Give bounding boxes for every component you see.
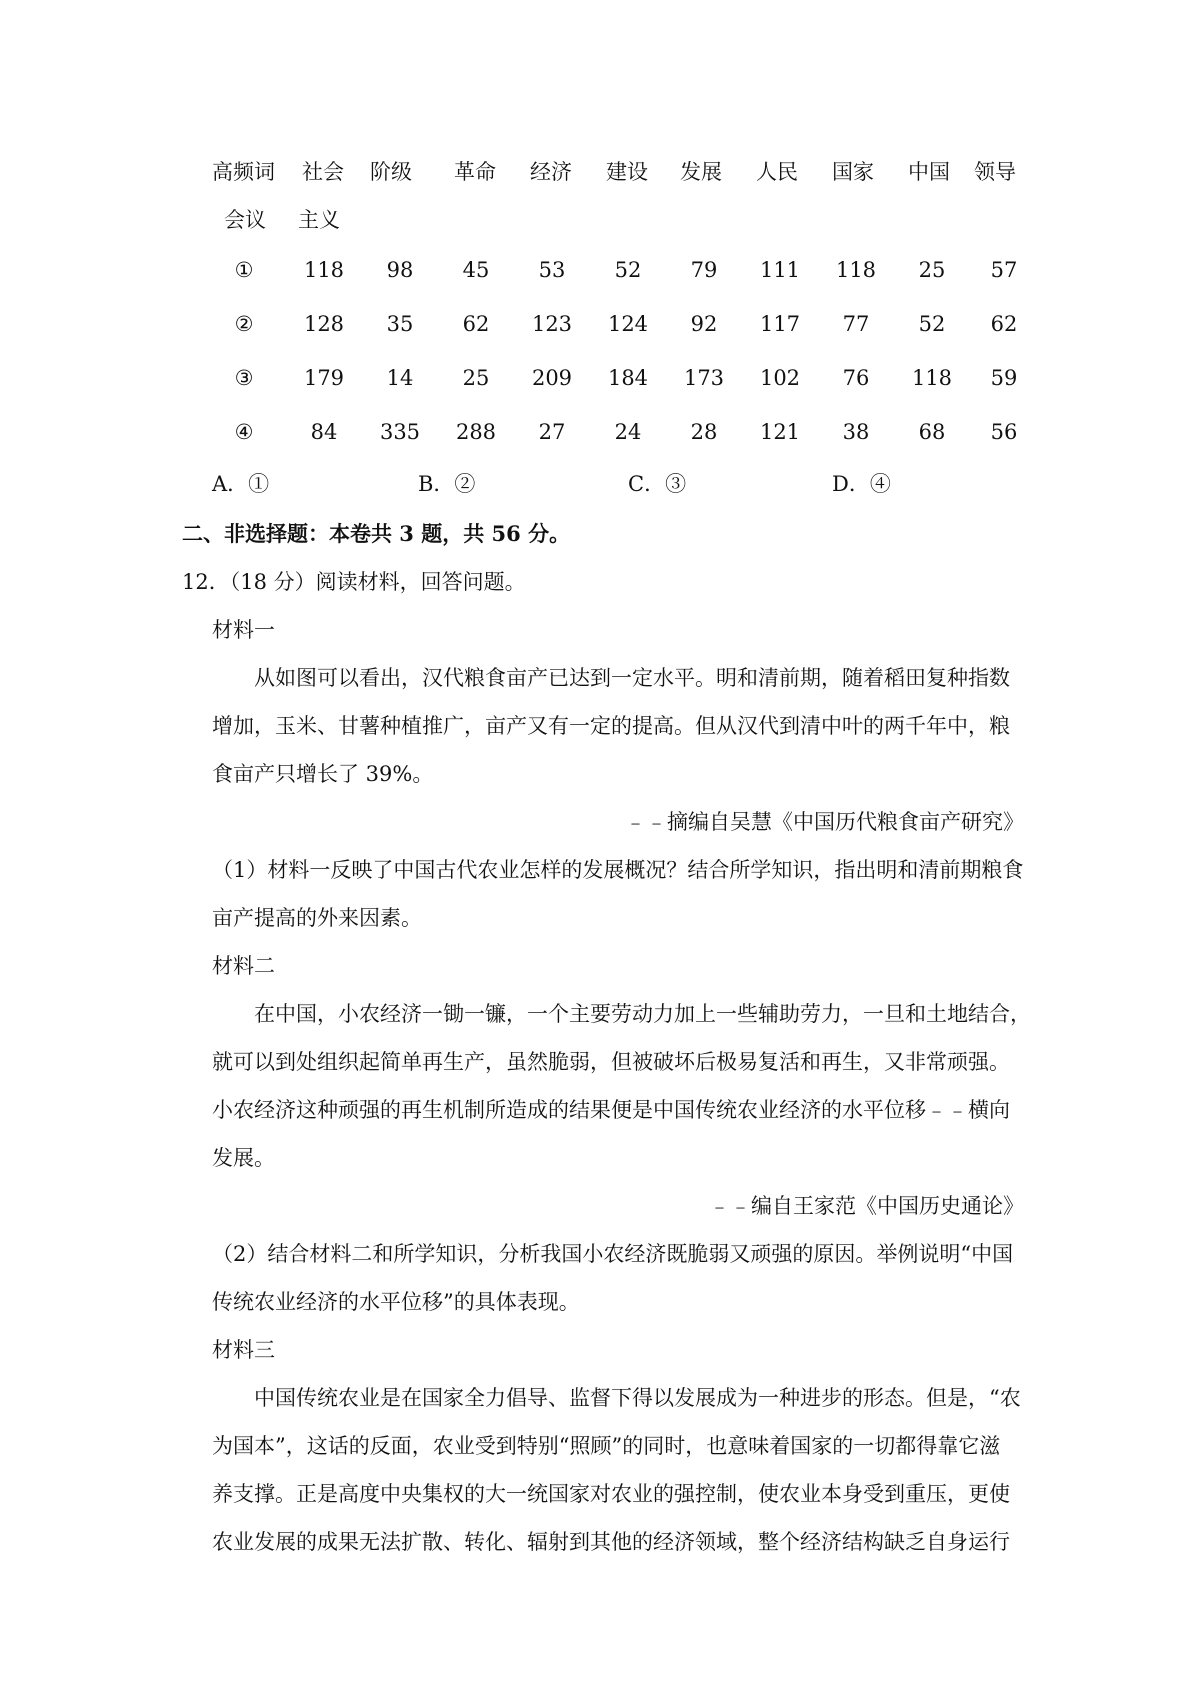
option-c[interactable]: C．③ [628,472,687,496]
table-header-cell: 国家 [832,160,874,184]
table-row-label: ② [234,312,254,336]
option-d[interactable]: D．④ [832,472,891,496]
table-cell: 118 [835,258,877,282]
table-cell: 35 [386,312,414,336]
table-cell: 56 [990,420,1018,444]
table-header-cell: 主义 [298,208,340,232]
table-cell: 118 [303,258,345,282]
table-cell: 335 [379,420,421,444]
table-cell: 27 [538,420,566,444]
table-cell: 111 [759,258,801,282]
material3-line: 为国本”，这话的反面，农业受到特别“照顾”的同时，也意味着国家的一切都得靠它滋 [212,1434,1001,1458]
table-cell: 209 [531,366,573,390]
section-title: 二、非选择题：本卷共 3 题，共 56 分。 [182,521,571,546]
table-cell: 184 [607,366,649,390]
table-cell: 179 [303,366,345,390]
table-cell: 28 [690,420,718,444]
table-cell: 118 [911,366,953,390]
table-cell: 25 [918,258,946,282]
table-cell: 84 [310,420,338,444]
material1-source: ﹣﹣摘编自吴慧《中国历代粮食亩产研究》 [625,810,1024,834]
subquestion-2-line: 传统农业经济的水平位移”的具体表现。 [212,1290,580,1314]
material3-line: 农业发展的成果无法扩散、转化、辐射到其他的经济领域，整个经济结构缺乏自身运行 [212,1530,1010,1554]
subquestion-1-line: （1）材料一反映了中国古代农业怎样的发展概况？结合所学知识，指出明和清前期粮食 [212,858,1024,882]
table-cell: 92 [690,312,718,336]
table-cell: 57 [990,258,1018,282]
table-header-cell: 经济 [530,160,572,184]
material1-line: 食亩产只增长了 39%。 [212,762,434,786]
subquestion-1-line: 亩产提高的外来因素。 [212,906,422,930]
table-header-cell: 领导 [974,160,1016,184]
material3-line: 中国传统农业是在国家全力倡导、监督下得以发展成为一种进步的形态。但是，“农 [254,1386,1021,1410]
material1-line: 从如图可以看出，汉代粮食亩产已达到一定水平。明和清前期，随着稻田复种指数 [254,666,1010,690]
table-header-cell: 建设 [606,160,648,184]
material2-line: 在中国，小农经济一锄一镰，一个主要劳动力加上一些辅助劳力，一旦和土地结合， [254,1002,1031,1026]
table-cell: 288 [455,420,497,444]
table-row-label: ③ [234,366,254,390]
table-cell: 79 [690,258,718,282]
table-cell: 59 [990,366,1018,390]
table-header-cell: 社会 [302,160,344,184]
table-cell: 123 [531,312,573,336]
table-cell: 128 [303,312,345,336]
material2-line: 就可以到处组织起简单再生产，虽然脆弱，但被破坏后极易复活和再生，又非常顽强。 [212,1050,1010,1074]
table-cell: 173 [683,366,725,390]
table-row-label: ④ [234,420,254,444]
material1-title: 材料一 [212,618,275,642]
table-cell: 52 [918,312,946,336]
table-header-cell: 高频词 [212,160,275,184]
table-cell: 45 [462,258,490,282]
table-cell: 14 [386,366,414,390]
table-row-label: ① [234,258,254,282]
material3-title: 材料三 [212,1338,275,1362]
table-cell: 98 [386,258,414,282]
option-b[interactable]: B．② [418,472,476,496]
option-a[interactable]: A．① [212,472,270,496]
table-header-cell: 阶级 [370,160,412,184]
material2-source: ﹣﹣编自王家范《中国历史通论》 [709,1194,1024,1218]
table-cell: 124 [607,312,649,336]
material2-title: 材料二 [212,954,275,978]
table-cell: 77 [842,312,870,336]
table-cell: 117 [759,312,801,336]
table-cell: 53 [538,258,566,282]
table-header-cell: 革命 [454,160,496,184]
table-header-cell: 发展 [680,160,722,184]
table-cell: 62 [462,312,490,336]
table-header-cell: 中国 [908,160,950,184]
table-cell: 24 [614,420,642,444]
question-stem: 12．（18 分）阅读材料，回答问题。 [182,570,526,594]
table-cell: 62 [990,312,1018,336]
table-cell: 52 [614,258,642,282]
subquestion-2-line: （2）结合材料二和所学知识，分析我国小农经济既脆弱又顽强的原因。举例说明“中国 [212,1242,1014,1266]
table-cell: 38 [842,420,870,444]
table-cell: 68 [918,420,946,444]
table-cell: 76 [842,366,870,390]
material2-line: 发展。 [212,1146,275,1170]
table-header-cell: 会议 [224,208,266,232]
table-cell: 102 [759,366,801,390]
table-header-cell: 人民 [756,160,798,184]
table-cell: 25 [462,366,490,390]
material2-line: 小农经济这种顽强的再生机制所造成的结果便是中国传统农业经济的水平位移﹣﹣横向 [212,1098,1010,1122]
material3-line: 养支撑。正是高度中央集权的大一统国家对农业的强控制，使农业本身受到重压，更使 [212,1482,1010,1506]
material1-line: 增加，玉米、甘薯种植推广，亩产又有一定的提高。但从汉代到清中叶的两千年中，粮 [212,714,1010,738]
table-cell: 121 [759,420,801,444]
